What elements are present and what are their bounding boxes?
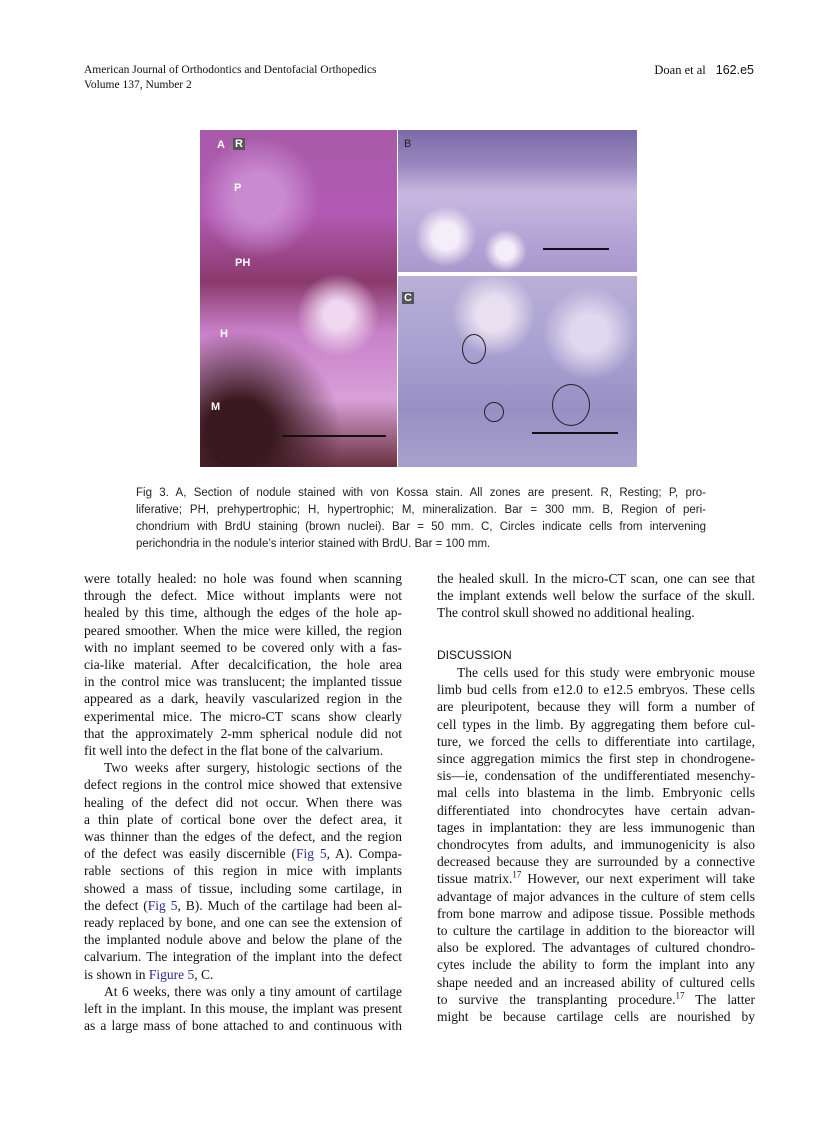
text-segment: , A). Compa- [326,846,403,862]
text-segment: mal cells into blastema in the limb. Embryonic cells [437,785,755,801]
label-m: M [211,401,221,413]
text-segment: differentiated into chondrocytes have certain advan- [437,802,755,818]
text-line [84,931,402,948]
figure-link[interactable]: Fig 5 [295,846,327,862]
text-segment: the healed skull. In the micro-CT scan, one can see that [437,571,755,586]
text-line [84,811,402,828]
text-segment: might be because cartilage cells are nourished by [437,1009,755,1025]
cell-circle [462,334,486,364]
text-segment: sis—ie, condensation of the undifferentiated mesenchy- [437,768,755,784]
text-segment: in the control mice was translucent; the implanted tissue [84,674,402,690]
text-segment: Two weeks after surgery, histologic sections of the [104,760,402,776]
text-segment: DISCUSSION [437,647,512,662]
text-segment: tages in implantation: they are less immunogenic than [437,819,755,835]
text-line [437,922,755,939]
text-line [437,664,755,681]
text-line [84,690,402,707]
text-segment: through the defect. Mice without implants were not [84,588,402,604]
text-segment: the implant extends well below the surface of the skull. [437,588,755,604]
text-segment: ready replaced by bone, and one can see the extension of [84,915,402,931]
text-line [84,656,402,673]
text-segment: At 6 weeks, there was only a tiny amount of cartilage [104,983,402,999]
text-line [84,880,402,897]
text-segment: healing of the defect did not occur. When there was [84,794,402,810]
text-line [84,604,402,621]
text-line [84,622,402,639]
text-line [437,802,755,819]
text-line [84,742,402,759]
text-line [437,905,755,922]
text-line [437,681,755,698]
text-segment: advantage of major advances in the culture of stem cells [437,888,755,904]
caption-line: perichondria in the nodule’s interior stained with BrdU. Bar = 100 mm. [136,538,491,550]
text-line [84,983,402,1000]
scale-bar [282,435,386,437]
text-segment: The latter [684,991,755,1007]
text-line [84,845,402,862]
text-line [84,828,402,845]
text-segment: cytes include the ability to form the implant into any [437,957,755,973]
text-line [437,819,755,836]
text-segment: appeared as a dark, heavily vascularized region in the [84,691,402,707]
text-segment: to culture the cartilage in addition to the bioreactor will [437,923,755,939]
text-line [437,1008,755,1025]
reference-citation[interactable]: 17 [675,990,685,1001]
panel-c-image [398,276,637,467]
label-ph: PH [235,257,251,269]
text-line [84,948,402,965]
text-segment: since aggregation mimics the first step in chondrogene- [437,751,755,767]
text-segment: the defect ( [84,897,148,913]
text-line [84,1000,402,1017]
text-segment: as a large mass of bone attached to and continuous with [84,1018,402,1034]
text-line [437,698,755,715]
text-line [437,888,755,905]
text-segment: experimental mice. The micro-CT scans show clearly [84,708,402,724]
text-segment: defect regions in the control mice showed that extensive [84,777,402,793]
text-line [84,673,402,690]
scale-bar [532,432,618,434]
text-line [437,604,755,621]
caption-line: liferative; PH, prehypertrophic; H, hypertrophic; M, mineralization. Bar = 300 mm. B, Region of peri- [136,504,706,516]
text-segment: However, our next experiment will take [521,871,755,887]
text-line [84,1017,402,1034]
text-line [437,587,755,604]
panel-b-image [398,130,637,272]
caption-line: Fig 3. A, Section of nodule stained with von Kossa stain. All zones are present. R, Resting; P, pro- [136,487,706,499]
text-segment: fit well into the defect in the flat bone of the calvarium. [84,743,384,759]
text-segment: also be explored. The advantages of cultured chondro- [437,940,755,956]
text-segment: a thin plate of cortical bone over the defect area, it [84,811,402,827]
label-c: C [404,292,412,304]
journal-title: American Journal of Orthodontics and Dentofacial Orthopedics [84,64,377,76]
text-segment: cell types in the limb. By aggregating them before cul- [437,716,755,732]
text-segment: decreased because they are surrounded by a connective [437,854,755,870]
text-segment: rable sections of this region in mice with implants [84,863,402,879]
text-line [84,570,402,587]
text-segment: peared smoother. When the mice were killed, the region [84,622,402,638]
text-segment: limb bud cells from e12.0 to e12.5 embryos. These cells [437,682,755,698]
label-h: H [220,328,228,340]
text-line [437,836,755,853]
text-line [437,767,755,784]
journal-volume: Volume 137, Number 2 [84,79,192,91]
label-r: R [235,138,243,150]
caption-line: chondrium with BrdU staining (brown nuclei). Bar = 50 mm. C, Circles indicate cells from intervening [136,521,706,533]
running-header-page [654,63,754,78]
text-line [84,862,402,879]
text-line [437,956,755,973]
text-segment: was thinner than the edges of the defect, and the region [84,829,402,845]
reference-citation[interactable]: 17 [512,869,522,880]
figure-caption [136,485,706,553]
text-line [437,750,755,767]
text-segment: are pleuripotent, because they will form a number of [437,699,755,715]
text-line [437,991,755,1008]
body-column-right [437,570,755,1025]
running-header-journal [84,63,377,93]
cell-circle [552,384,590,426]
text-segment: of the defect was easily discernible ( [84,846,296,862]
label-b: B [404,138,412,150]
text-segment: with no implant seemed to be covered only with a fas- [84,639,402,655]
text-segment: The control skull showed no additional healing. [437,605,695,621]
text-line [437,870,755,887]
page-number: 162.e5 [715,63,754,77]
text-segment: the implanted nodule above and below the plane of the [84,932,402,948]
text-line [437,733,755,750]
text-segment: ture, we forced the cells to differentiate into cartilage, [437,733,755,749]
text-segment: showed a mass of tissue, including some cartilage, in [84,880,402,896]
text-segment: cia-like material. After decalcification, the hole area [84,657,402,673]
text-segment: , B). Much of the cartilage had been al- [177,897,402,913]
label-p: P [234,182,242,194]
text-line [437,974,755,991]
text-segment: were totally healed: no hole was found when scanning [84,571,402,586]
text-segment: healed by this time, although the edges of the hole ap- [84,605,402,621]
text-line [437,784,755,801]
scale-bar [543,248,609,250]
text-line [437,622,755,639]
authors: Doan et al [654,63,706,77]
text-line [84,759,402,776]
text-line [84,914,402,931]
text-segment: tissue matrix. [437,871,513,887]
text-segment: is shown in [84,966,149,982]
text-segment: from bone marrow and adipose tissue. Possible methods [437,905,755,921]
text-segment: that the approximately 2-mm spherical nodule did not [84,725,402,741]
text-line [84,639,402,656]
text-line [84,794,402,811]
cell-circle [484,402,504,422]
text-segment: The cells used for this study were embryonic mouse [457,665,755,680]
text-line [437,716,755,733]
text-segment: to survive the transplanting procedure. [437,991,676,1007]
text-line [437,570,755,587]
text-line [437,939,755,956]
figure-link[interactable]: Fig 5 [147,897,178,913]
text-line [84,725,402,742]
text-segment: chondrocytes from adults, and immunogenicity is also [437,837,755,853]
text-segment: left in the implant. In this mouse, the implant was present [84,1001,402,1017]
figure-link[interactable]: Figure 5 [148,966,195,982]
text-line [84,708,402,725]
body-column-left [84,570,402,1034]
text-segment: , C. [194,966,214,982]
panel-a-image [200,130,397,467]
text-segment: calvarium. The integration of the implant into the defect [84,949,402,965]
text-line [84,776,402,793]
label-a: A [217,139,225,151]
section-heading [437,647,755,664]
text-line [437,853,755,870]
text-line [84,587,402,604]
text-line [84,966,402,983]
text-line [84,897,402,914]
text-segment: shape needed and an increased ability of cultured cells [437,974,755,990]
